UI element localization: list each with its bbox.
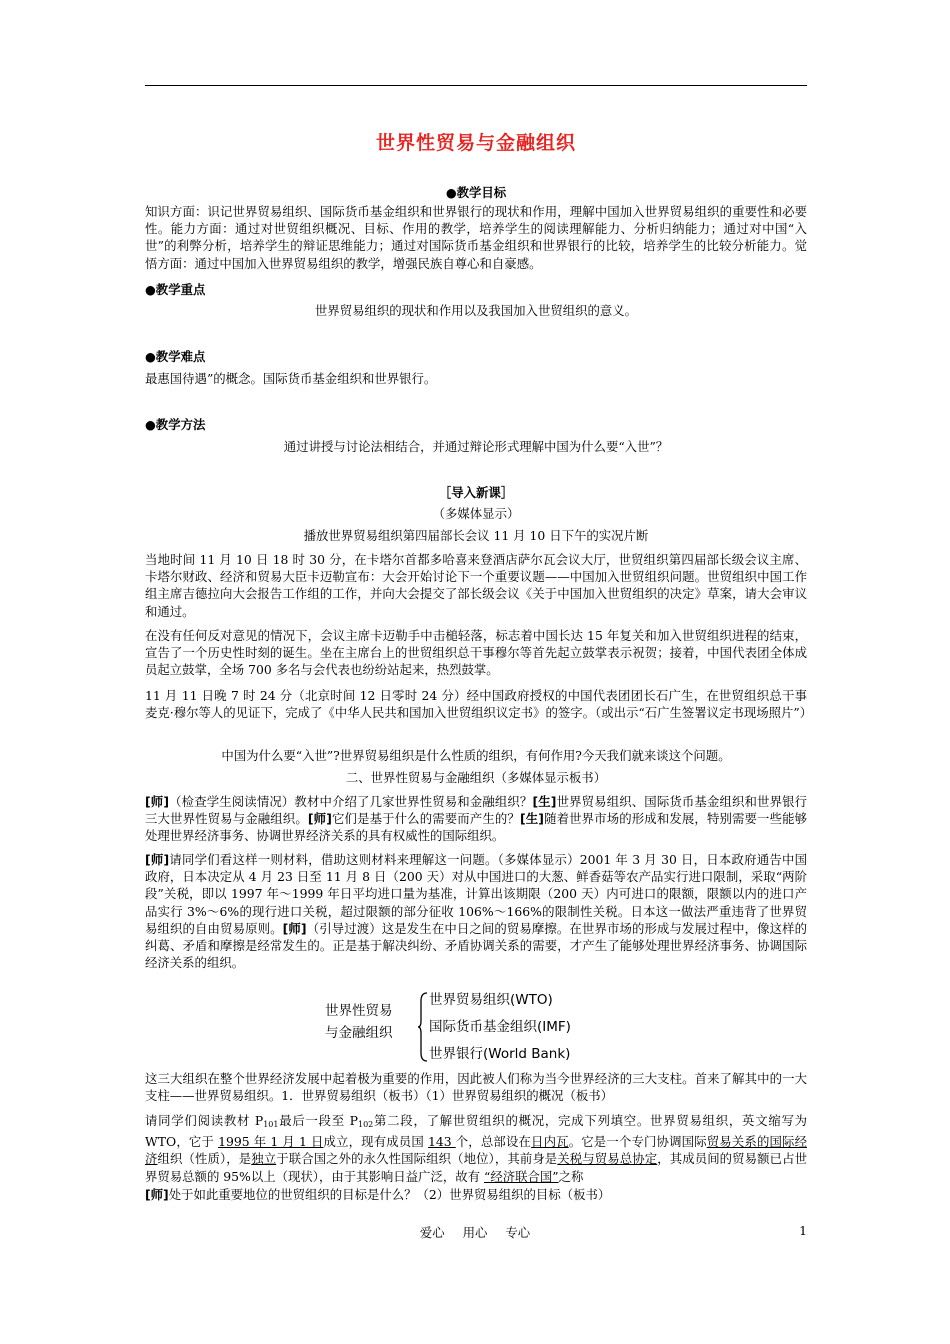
teacher-tag: [师] (282, 920, 307, 936)
multimedia-note: （多媒体显示） (432, 506, 520, 521)
student-tag: [生] (519, 811, 544, 827)
difficulty-heading: ●教学难点 (145, 349, 206, 364)
goal-heading: ●教学目标 (445, 185, 507, 200)
intro-paragraph-1: 当地时间 11 月 10 日 18 时 30 分，在卡塔尔首都多哈喜来登酒店萨尔瓦会议大厅，世贸组织第四届部长级会议主席、卡塔尔财政、经济和贸易大臣卡迈勒宣布：大会开始讨论下一个重要议题——中国加入世贸组织问题。世贸组织中国工作组主席吉德拉向大会报告工作组的工作，并向大会提交了部长级会议《关于中国加入世贸组织的决定》草案，请大会审议和通过。 (145, 552, 807, 619)
blank-headquarters: 日内瓦 (531, 1134, 569, 1150)
intro-heading: ［导入新课］ (438, 485, 514, 500)
difficulty-text: 最惠国待遇”的概念。国际货币基金组织和世界银行。 (145, 371, 437, 386)
diagram-item-wto: 世界贸易组织(WTO) (429, 992, 553, 1008)
board-title: 二、世界性贸易与金融组织（多媒体显示板书） (345, 770, 607, 785)
blank-founding-date: 1995 年 1 月 1 日 (218, 1134, 324, 1150)
teacher-tag: [师] (145, 794, 169, 809)
diagram-item-world-bank: 世界银行(World Bank) (429, 1046, 571, 1062)
blank-predecessor: 关税与贸易总协定 (557, 1151, 658, 1167)
student-line: 随着世界市场的形成和发展，特别需要一些能够处理世界经济事务、协调世界经济关系的具有权威性的国际组织。 (145, 811, 808, 844)
blank-nature: 贸易关系的国际经济 (145, 1134, 807, 1167)
body-paragraph-1: 这三大组织在整个世界经济发展中起着极为重要的作用，因此被人们称为当今世界经济的三大支柱。首来了解其中的一大支柱——世界贸易组织。1．世界贸易组织（板书）（1）世界贸易组织的概况（板书） (145, 1071, 807, 1104)
intro-question: 中国为什么要“入世”?世界贸易组织是什么性质的组织，有何作用?今天我们就来谈这个问题。 (221, 748, 731, 763)
dialog-paragraph-1 (145, 793, 807, 845)
blank-status: 独立 (251, 1151, 277, 1167)
teacher-tag: [师] (145, 1187, 169, 1202)
teacher-line: 请同学们看这样一则材料，借助这则材料来理解这一问题。（多媒体显示）2001 年 3 月 30 日，日本政府通告中国政府，日本决定从 4 月 23 日至 11 月 8 日（200 天）对从中国进口的大葱、鲜香菇等农产品实行进口限制，采取“两阶段”关税，即以 1997 年～1999 年日平均进口量为基准，计算出该期限（200 天）内可进口的限额，限额以内的进口产品实行 3%～6%的现行进口关税，超过限额的部分征收 106%～166%的限制性关税。日本这一做法严重违背了世界贸易组织的自由贸易原则。 (145, 852, 807, 936)
method-text: 通过讲授与讨论法相结合，并通过辩论形式理解中国为什么要“入世”？ (283, 439, 669, 454)
teacher-line: （检查学生阅读情况）教材中介绍了几家世界性贸易和金融组织？ (169, 794, 533, 809)
header-rule (145, 85, 807, 86)
organizations-diagram (325, 985, 625, 1065)
diagram-item-imf: 国际货币基金组织(IMF) (429, 1019, 571, 1035)
diagram-root-label: 世界性贸易 与金融组织 (325, 1003, 393, 1041)
body-paragraph-2: 请同学们阅读教材 $P_{101}$最后一段至 $P_{102}$第二段，了解世贸组织的概况，完成下列填空。世界贸易组织，英文缩写为 WTO，它于 1995 年 1 月 1 日成立，现有成员国 143 个，总部设在日内瓦。它是一个专门协调国际贸易关系的国际经济组织（性质），是独立于联合国之外的永久性国际组织（地位），其前身是关税与贸易总协定，其成员间的贸易额已占世界贸易总额的 95%以上（现状），由于其影响日益广泛，故有 “经济联合国”之称 (145, 1113, 808, 1184)
goal-text: 知识方面：识记世界贸易组织、国际货币基金组织和世界银行的现状和作用，理解中国加入世界贸易组织的重要性和必要性。能力方面：通过对世贸组织概况、目标、作用的教学，培养学生的阅读理解能力、分析归纳能力；通过对中国“入世”的利弊分析，培养学生的辩证思维能力；通过对国际货币基金组织和世界银行的比较，培养学生的比较分析能力。觉悟方面：通过中国加入世界贸易组织的教学，增强民族自尊心和自豪感。 (145, 204, 807, 271)
teacher-line: 处于如此重要地位的世贸组织的目标是什么？（2）世界贸易组织的目标（板书） (168, 1187, 611, 1202)
student-line: 世界贸易组织、国际货币基金组织和世界银行三大世界性贸易与金融组织。 (145, 794, 808, 827)
brace-icon (417, 991, 429, 1063)
blank-member-count: 143 (428, 1134, 456, 1150)
intro-paragraph-3: 11 月 11 日晚 7 时 24 分（北京时间 12 日零时 24 分）经中国政府授权的中国代表团团长石广生，在世贸组织总干事麦克·穆尔等人的见证下，完成了《中华人民共和国加入世贸组织议定书》的签字。（或出示“石广生签署议定书现场照片”） (145, 688, 813, 721)
teacher-tag: [师] (145, 852, 170, 867)
teacher-tag: [师] (307, 811, 332, 827)
method-heading: ●教学方法 (145, 417, 206, 432)
key-heading: ●教学重点 (145, 282, 206, 297)
intro-paragraph-2: 在没有任何反对意见的情况下，会议主席卡迈勒手中击槌轻落，标志着中国长达 15 年复关和加入世贸组织进程的结束，宣告了一个历史性时刻的诞生。坐在主席台上的世贸组织总干事穆尔等首先起立鼓掌表示祝贺；接着，中国代表团全体成员起立鼓掌，全场 700 多名与会代表也纷纷站起来，热烈鼓掌。 (145, 628, 807, 678)
document-page (145, 0, 813, 1344)
body-paragraph-3 (145, 1186, 807, 1203)
dialog-paragraph-2 (145, 851, 807, 971)
page-title: 世界性贸易与金融组织 (375, 132, 576, 154)
teacher-line: （引导过渡）这是发生在中日之间的贸易摩擦。在世界市场的形成与发展过程中，像这样的纠葛、矛盾和摩擦是经常发生的。正是基于解决纠纷、矛盾协调关系的需要，才产生了能够处理世界经济事务、协调国际经济关系的组织。 (145, 920, 808, 971)
student-tag: [生] (532, 794, 557, 809)
page-number: 1 (799, 1223, 807, 1238)
clip-caption: 播放世界贸易组织第四届部长会议 11 月 10 日下午的实况片断 (303, 528, 649, 543)
footer-motto: 爱心 用心 专心 (419, 1225, 531, 1240)
key-text: 世界贸易组织的现状和作用以及我国加入世贸组织的意义。 (314, 303, 638, 318)
teacher-line: 它们是基于什么的需要而产生的？ (331, 811, 520, 827)
blank-nickname: “经济联合国” (483, 1168, 559, 1184)
